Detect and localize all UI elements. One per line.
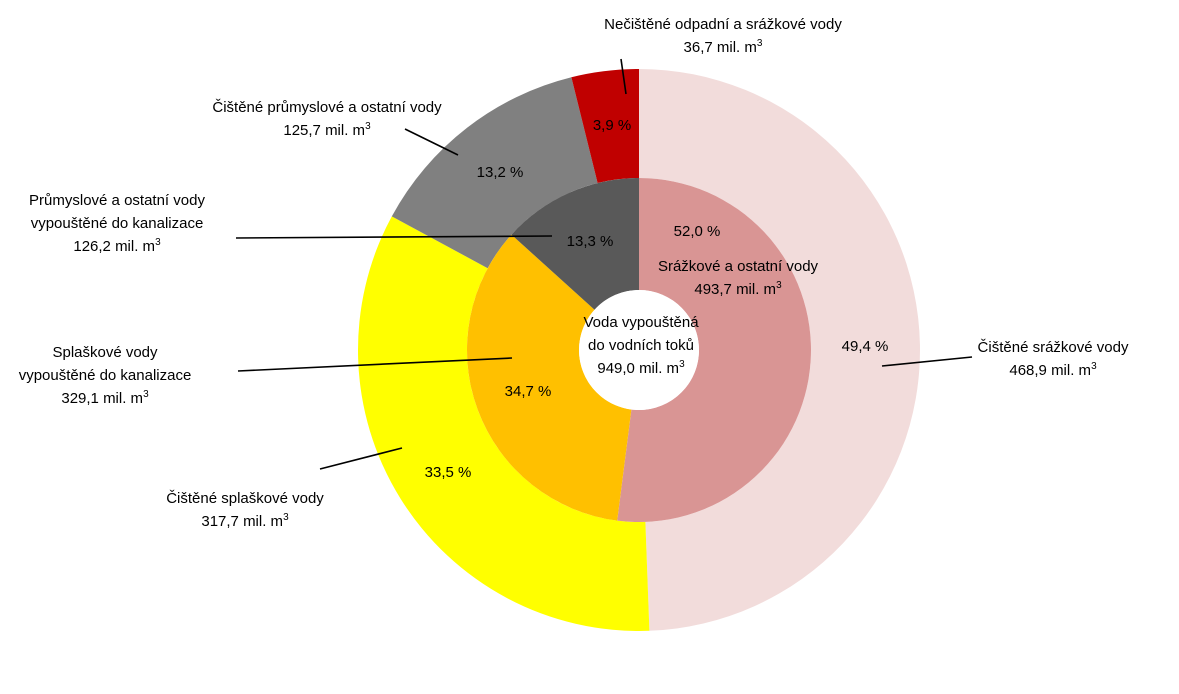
value-prumyslove: 126,2 mil. $m^3$ xyxy=(73,237,161,255)
pct-label-prumyslove: 13,3 % xyxy=(566,233,614,250)
value-srazkove: 493,7 mil. $m^3$ xyxy=(694,280,782,298)
value-cistene-srazkove: 468,9 mil. $m^3$ xyxy=(1009,361,1097,379)
value-splaskove: 329,1 mil. $m^3$ xyxy=(61,389,149,407)
center-label-line2: do vodních toků xyxy=(588,337,694,354)
label-cistene-splaskove: Čištěné splaškové vody xyxy=(166,490,324,507)
center-label xyxy=(583,314,699,377)
label-splaskove-line1: Splaškové vody xyxy=(52,344,158,361)
pct-label-srazkove: 52,0 % xyxy=(673,223,721,240)
label-prumyslove-line2: vypouštěné do kanalizace xyxy=(30,215,204,232)
value-cistene-prumyslove: 125,7 mil. $m^3$ xyxy=(283,121,371,139)
pct-label-cistene-splaskove: 33,5 % xyxy=(424,464,472,481)
label-cistene-prumyslove: Čištěné průmyslové a ostatní vody xyxy=(212,99,442,116)
center-label-value xyxy=(597,359,685,377)
pct-label-cistene-prumyslove: 13,2 % xyxy=(476,164,524,181)
label-necistene: Nečištěné odpadní a srážkové vody xyxy=(604,16,842,33)
pct-label-necistene: 3,9 % xyxy=(592,117,632,134)
label-srazkove: Srážkové a ostatní vody xyxy=(657,258,819,275)
value-cistene-splaskove: 317,7 mil. $m^3$ xyxy=(201,512,289,530)
center-label-value-text: 949,0 mil. m xyxy=(597,360,680,377)
leader-cistene-prumyslove xyxy=(405,129,458,155)
pct-label-cistene-srazkove: 49,4 % xyxy=(841,338,889,355)
pct-label-splaskove: 34,7 % xyxy=(504,383,552,400)
center-label-line1: Voda vypouštěná xyxy=(583,314,699,331)
center-label-unit-sup: 3 xyxy=(679,359,685,370)
label-prumyslove-line1: Průmyslové a ostatní vody xyxy=(29,192,205,209)
value-necistene: 36,7 mil. $m^3$ xyxy=(683,38,763,56)
label-splaskove-line2: vypouštěné do kanalizace xyxy=(18,367,192,384)
label-cistene-srazkove: Čištěné srážkové vody xyxy=(977,339,1129,356)
